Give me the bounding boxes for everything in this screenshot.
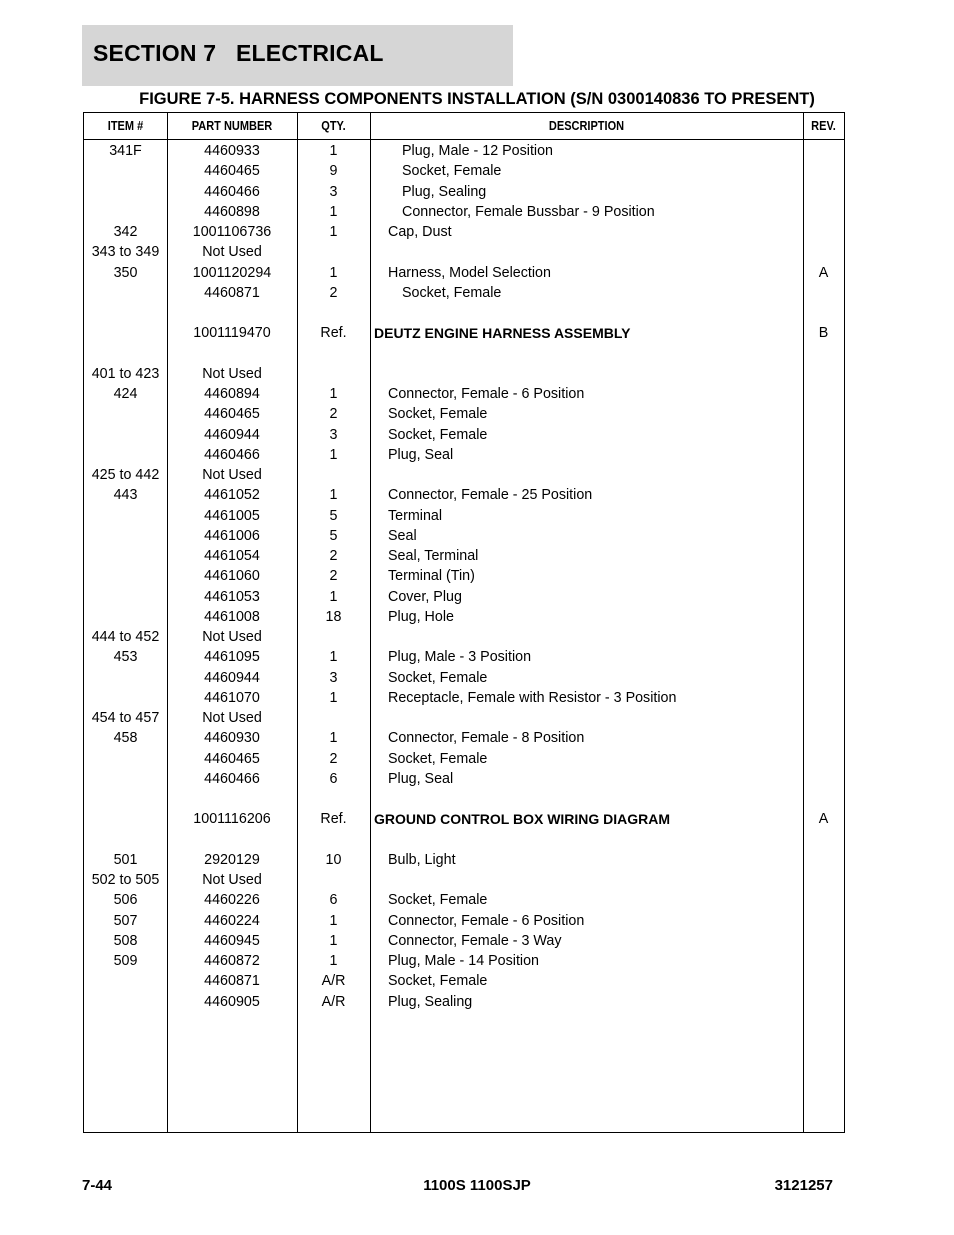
description: Seal, Terminal [388,548,479,564]
header-item: ITEM # [107,119,144,133]
quantity: 1 [329,912,338,929]
description: Connector, Female Bussbar - 9 Position [402,203,655,220]
quantity: 18 [325,608,342,625]
description: Socket, Female [388,750,488,767]
part-number: 4461052 [204,487,260,504]
item-number: 444 to 452 [91,629,160,645]
quantity: 1 [329,730,338,747]
part-number: 4460466 [204,446,260,463]
item-number: 502 to 505 [91,872,160,888]
description: Bulb, Light [388,851,456,868]
part-number: Not Used [202,872,262,888]
part-number: 4460466 [204,183,260,200]
table-row [84,809,844,829]
model-name: 1100S 1100SJP [423,1177,531,1194]
part-number: 4461070 [204,689,260,706]
description: Plug, Sealing [402,183,487,200]
part-number: 1001116206 [193,811,271,828]
quantity: 5 [329,527,338,544]
part-number: 1001120294 [192,264,272,281]
table-row [84,951,844,971]
quantity: 3 [329,183,338,200]
table-row [84,344,844,364]
part-number: 1001106736 [192,224,272,240]
figure-title: FIGURE 7-5. HARNESS COMPONENTS INSTALLATION (S/N 0300140836 TO PRESENT) [139,90,815,108]
table-row [84,627,844,647]
table-row [84,202,844,222]
item-number: 443 [113,487,138,504]
table-row [84,992,844,1012]
description: Socket, Female [388,406,488,423]
quantity: 1 [329,386,338,402]
description: Plug, Male - 12 Position [402,143,553,159]
part-number: 4460465 [204,406,260,423]
table-row [84,222,844,242]
quantity: 1 [329,203,338,220]
table-row [84,931,844,951]
item-number: 342 [113,224,138,240]
part-number: 4460871 [204,973,260,990]
item-number: 506 [113,892,138,909]
section-title: SECTION 7 ELECTRICAL [93,40,384,66]
table-row [84,323,844,343]
item-number: 343 to 349 [91,244,160,261]
table-row [84,425,844,445]
quantity: 2 [329,750,338,767]
part-number: 4460872 [204,953,260,969]
part-number: Not Used [202,629,262,645]
description: Connector, Female - 6 Position [388,386,585,402]
table-row [84,465,844,485]
table-row [84,647,844,667]
table-row [84,708,844,728]
quantity: 1 [329,487,338,504]
item-number: 454 to 457 [91,710,160,726]
quantity: 1 [329,446,338,463]
item-number: 501 [113,851,138,868]
table-row [84,830,844,850]
table-row [84,749,844,769]
table-row [84,890,844,910]
description: Terminal (Tin) [388,568,475,585]
table-row [84,668,844,688]
description: Plug, Sealing [388,993,473,1010]
quantity: 3 [329,426,338,443]
table-row [84,728,844,748]
quantity: 1 [329,932,338,949]
table-row [84,587,844,607]
table-row [84,303,844,323]
item-number: 508 [113,932,138,949]
item-number: 507 [113,912,138,929]
description: Cover, Plug [388,588,462,605]
part-number: 4460465 [204,163,260,180]
quantity: 6 [329,892,338,909]
part-number: 1001119470 [193,325,271,342]
table-row [84,850,844,870]
description: Socket, Female [402,284,502,301]
part-number: Not Used [202,467,262,483]
description: Receptacle, Female with Resistor - 3 Position [388,689,677,706]
part-number: Not Used [202,710,262,726]
item-number: 401 to 423 [91,365,160,382]
header-description: DESCRIPTION [548,119,625,133]
revision: B [818,325,829,342]
part-number: 4460944 [204,426,260,443]
quantity: 1 [329,649,338,666]
part-number: 4460224 [204,912,260,929]
quantity: 2 [329,284,338,301]
part-number: 4461006 [204,527,260,544]
description: Socket, Female [388,426,488,443]
table-row [84,769,844,789]
description: Seal [388,527,417,544]
table-row [84,384,844,404]
description: Harness, Model Selection [388,264,551,281]
part-number: Not Used [202,244,262,261]
quantity: 10 [325,851,342,868]
part-number: 4461095 [204,649,260,666]
item-number: 425 to 442 [91,467,160,483]
header-rev: REV. [811,119,836,133]
quantity: 1 [329,264,338,281]
part-number: 4460945 [204,932,260,949]
description: Connector, Female - 3 Way [388,932,562,949]
part-number: 4461053 [204,588,260,605]
quantity: 2 [329,406,338,423]
quantity: A/R [321,973,346,990]
description: Socket, Female [388,892,488,909]
part-number: 4460933 [204,143,260,159]
item-number: 424 [113,386,138,402]
description: Plug, Male - 3 Position [388,649,532,666]
part-number: 4461054 [204,548,260,564]
item-number: 453 [113,649,138,666]
table-row [84,364,844,384]
table-row [84,688,844,708]
revision: A [818,264,829,281]
item-number: 458 [113,730,138,747]
part-number: 4460465 [204,750,260,767]
part-number: 4460894 [204,386,260,402]
table-row [84,485,844,505]
header-part-number: PART NUMBER [191,119,273,133]
table-row [84,141,844,161]
revision: A [818,811,829,828]
part-number: 4460944 [204,669,260,686]
table-row [84,971,844,991]
part-number: Not Used [202,365,262,382]
table-row [84,607,844,627]
quantity: 2 [329,548,338,564]
parts-table [83,112,845,1133]
table-row [84,870,844,890]
description: Plug, Male - 14 Position [388,953,539,969]
table-row [84,263,844,283]
description: Connector, Female - 6 Position [388,912,585,929]
part-number: 4460871 [204,284,260,301]
table-row [84,283,844,303]
quantity: 9 [329,163,338,180]
item-number: 509 [113,953,138,969]
table-row [84,789,844,809]
table-row [84,182,844,202]
table-row [84,566,844,586]
description: DEUTZ ENGINE HARNESS ASSEMBLY [374,325,631,342]
description: Plug, Hole [388,608,454,625]
description: Socket, Female [402,163,502,180]
page-number: 7-44 [82,1177,113,1194]
table-row [84,445,844,465]
table-row [84,911,844,931]
quantity: 1 [329,224,338,240]
quantity: 5 [329,507,338,524]
part-number: 4460466 [204,770,260,787]
quantity: 6 [329,770,338,787]
table-row [84,404,844,424]
part-number: 4460898 [204,203,260,220]
description: Connector, Female - 25 Position [388,487,593,504]
description: Terminal [388,507,443,524]
header-qty: QTY. [321,119,346,133]
part-number: 4460905 [204,993,260,1010]
table-row [84,161,844,181]
quantity: 1 [329,143,338,159]
description: Socket, Female [388,669,488,686]
item-number: 341F [109,143,142,159]
table-row [84,242,844,262]
description: Plug, Seal [388,770,454,787]
table-body [84,141,844,1012]
table-row [84,526,844,546]
description: Socket, Female [388,973,488,990]
header-divider [84,139,844,140]
description: GROUND CONTROL BOX WIRING DIAGRAM [374,811,671,828]
quantity: 3 [329,669,338,686]
quantity: A/R [321,993,346,1010]
table-row [84,506,844,526]
description: Connector, Female - 8 Position [388,730,585,747]
quantity: 2 [329,568,338,585]
quantity: Ref. [320,325,347,342]
quantity: 1 [329,953,338,969]
part-number: 2920129 [204,851,260,868]
part-number: 4461005 [204,507,260,524]
description: Plug, Seal [388,446,454,463]
quantity: 1 [329,689,338,706]
item-number: 350 [113,264,138,281]
part-number: 4461008 [204,608,260,625]
description: Cap, Dust [388,224,452,240]
part-number: 4461060 [204,568,260,585]
quantity: Ref. [320,811,347,828]
part-number: 4460930 [204,730,260,747]
doc-number: 3121257 [774,1177,833,1194]
quantity: 1 [329,588,338,605]
table-row [84,546,844,566]
part-number: 4460226 [204,892,260,909]
